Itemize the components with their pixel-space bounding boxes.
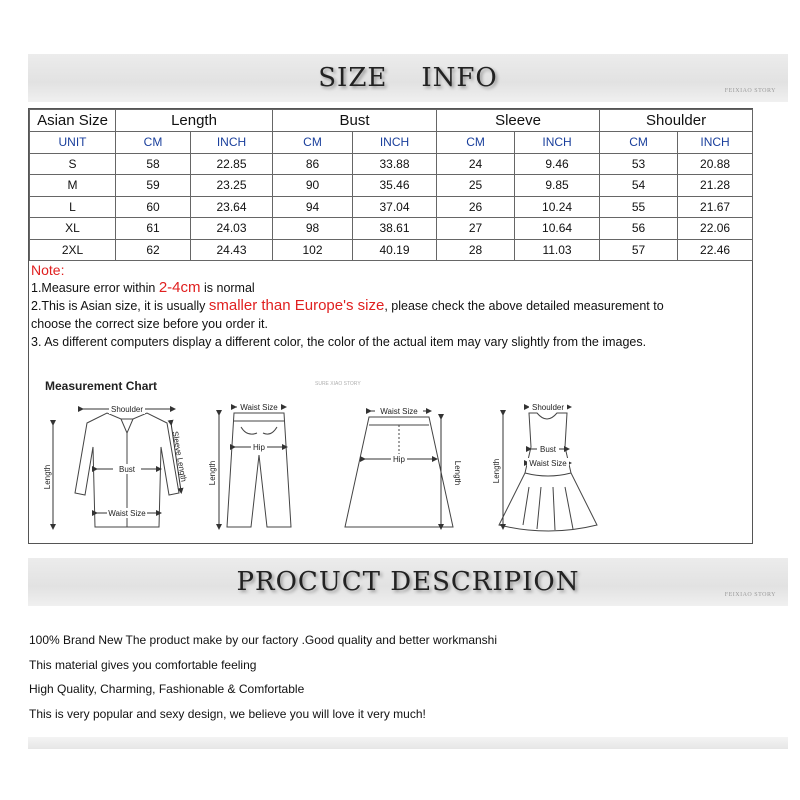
table-header-row — [30, 110, 753, 132]
table-row — [30, 153, 753, 175]
banner-watermark: FEIXIAO STORY — [724, 88, 776, 94]
size-chart-box — [28, 108, 753, 544]
size-value-cell: 10.64 — [515, 218, 600, 240]
size-value-cell: 57 — [600, 239, 678, 261]
size-value-cell: 23.25 — [191, 175, 273, 197]
size-title-left: SIZE — [318, 63, 388, 93]
shirt-collar-icon — [121, 419, 133, 433]
size-value-cell: 21.67 — [678, 196, 753, 218]
size-info-banner — [28, 54, 788, 102]
unit-cell: INCH — [515, 132, 600, 154]
description-line: High Quality, Charming, Fashionable & Comfortable — [29, 682, 305, 696]
pants-diagram — [219, 407, 291, 527]
pants-outline-icon — [227, 413, 291, 527]
size-value-cell: 62 — [116, 239, 191, 261]
unit-cell: CM — [273, 132, 353, 154]
size-value-cell: 22.46 — [678, 239, 753, 261]
description-banner — [28, 558, 788, 606]
size-value-cell: 102 — [273, 239, 353, 261]
pants-waist-label: Waist Size — [240, 403, 278, 412]
shirt-bust-label: Bust — [118, 465, 136, 474]
size-value-cell: 24 — [437, 153, 515, 175]
note-line-2-cont: choose the correct size before you order it. — [31, 317, 268, 331]
size-value-cell: 40.19 — [353, 239, 437, 261]
size-value-cell: 20.88 — [678, 153, 753, 175]
size-value-cell: 11.03 — [515, 239, 600, 261]
note1-text-end: is normal — [200, 281, 255, 295]
bottom-banner-strip — [28, 737, 788, 749]
measurement-chart — [29, 377, 752, 543]
size-value-cell: 22.85 — [191, 153, 273, 175]
header-length: Length — [116, 110, 273, 132]
note-line-2 — [31, 297, 751, 315]
size-value-cell: 86 — [273, 153, 353, 175]
size-label-cell: M — [30, 175, 116, 197]
size-value-cell: 38.61 — [353, 218, 437, 240]
note2-highlight: smaller than Europe's size — [208, 297, 385, 314]
table-row — [30, 175, 753, 197]
unit-cell: CM — [437, 132, 515, 154]
size-value-cell: 35.46 — [353, 175, 437, 197]
shirt-length-label: Length — [43, 464, 52, 490]
size-value-cell: 24.03 — [191, 218, 273, 240]
note-line-3: 3. As different computers display a different color, the color of the actual item may vary slightly from the images. — [31, 335, 647, 349]
size-value-cell: 94 — [273, 196, 353, 218]
shirt-shoulder-label: Shoulder — [110, 405, 144, 414]
header-asian-size: Asian Size — [30, 110, 116, 132]
description-line: 100% Brand New The product make by our factory .Good quality and better workmanshi — [29, 633, 498, 647]
pants-hip-label: Hip — [252, 443, 266, 452]
note2-text: 2.This is Asian size, it is usually — [31, 299, 209, 313]
table-row — [30, 218, 753, 240]
size-label-cell: S — [30, 153, 116, 175]
note-title: Note: — [31, 262, 65, 278]
unit-cell: CM — [600, 132, 678, 154]
table-row — [30, 196, 753, 218]
header-shoulder: Shoulder — [600, 110, 753, 132]
description-watermark: FEIXIAO STORY — [724, 592, 776, 598]
pants-length-label: Length — [208, 460, 217, 486]
table-row — [30, 239, 753, 261]
size-value-cell: 21.28 — [678, 175, 753, 197]
size-title-right: INFO — [421, 63, 498, 93]
dress-diagram — [499, 407, 597, 531]
size-value-cell: 10.24 — [515, 196, 600, 218]
size-value-cell: 9.46 — [515, 153, 600, 175]
note-line-1 — [31, 279, 751, 297]
description-line: This material gives you comfortable feeling — [29, 657, 257, 672]
dress-outline-icon — [499, 413, 597, 531]
size-value-cell: 55 — [600, 196, 678, 218]
shirt-waist-label: Waist Size — [108, 509, 146, 518]
skirt-diagram — [345, 411, 453, 527]
unit-cell: INCH — [353, 132, 437, 154]
size-value-cell: 25 — [437, 175, 515, 197]
shirt-sleeve-label: Sleeve Length — [170, 430, 189, 483]
size-value-cell: 61 — [116, 218, 191, 240]
size-value-cell: 90 — [273, 175, 353, 197]
header-sleeve: Sleeve — [437, 110, 600, 132]
size-table — [29, 109, 753, 261]
skirt-hip-label: Hip — [392, 455, 406, 464]
size-value-cell: 23.64 — [191, 196, 273, 218]
unit-cell: INCH — [191, 132, 273, 154]
size-value-cell: 37.04 — [353, 196, 437, 218]
size-value-cell: 98 — [273, 218, 353, 240]
size-value-cell: 60 — [116, 196, 191, 218]
skirt-length-label: Length — [453, 460, 462, 486]
size-value-cell: 24.43 — [191, 239, 273, 261]
dress-waist-label: Waist Size — [529, 459, 567, 468]
dress-length-label: Length — [492, 458, 501, 484]
size-info-title — [318, 63, 498, 93]
size-value-cell: 9.85 — [515, 175, 600, 197]
size-value-cell: 26 — [437, 196, 515, 218]
note1-text: 1.Measure error within — [31, 281, 159, 295]
dress-bust-label: Bust — [539, 445, 557, 454]
size-value-cell: 59 — [116, 175, 191, 197]
skirt-waist-label: Waist Size — [380, 407, 418, 416]
note1-highlight: 2-4cm — [158, 279, 201, 296]
header-bust: Bust — [273, 110, 437, 132]
unit-label: UNIT — [30, 132, 116, 154]
unit-cell: INCH — [678, 132, 753, 154]
measurement-watermark: SURE XIAO STORY — [315, 381, 361, 387]
size-value-cell: 28 — [437, 239, 515, 261]
size-value-cell: 27 — [437, 218, 515, 240]
unit-cell: CM — [116, 132, 191, 154]
measurement-chart-title: Measurement Chart — [45, 379, 158, 393]
size-value-cell: 33.88 — [353, 153, 437, 175]
size-value-cell: 53 — [600, 153, 678, 175]
size-value-cell: 56 — [600, 218, 678, 240]
size-label-cell: L — [30, 196, 116, 218]
size-value-cell: 58 — [116, 153, 191, 175]
size-value-cell: 54 — [600, 175, 678, 197]
size-label-cell: 2XL — [30, 239, 116, 261]
note2-text-end: , please check the above detailed measurement to — [384, 299, 664, 313]
size-rows — [30, 153, 753, 261]
notes-section — [31, 261, 751, 351]
size-value-cell: 22.06 — [678, 218, 753, 240]
size-label-cell: XL — [30, 218, 116, 240]
table-unit-row — [30, 132, 753, 154]
description-line: This is very popular and sexy design, we believe you will love it very much! — [29, 706, 426, 721]
dress-shoulder-label: Shoulder — [531, 403, 565, 412]
description-section — [29, 628, 769, 726]
measurement-diagrams — [29, 377, 752, 543]
description-title: PROCUCT DESCRIPION — [236, 567, 580, 597]
